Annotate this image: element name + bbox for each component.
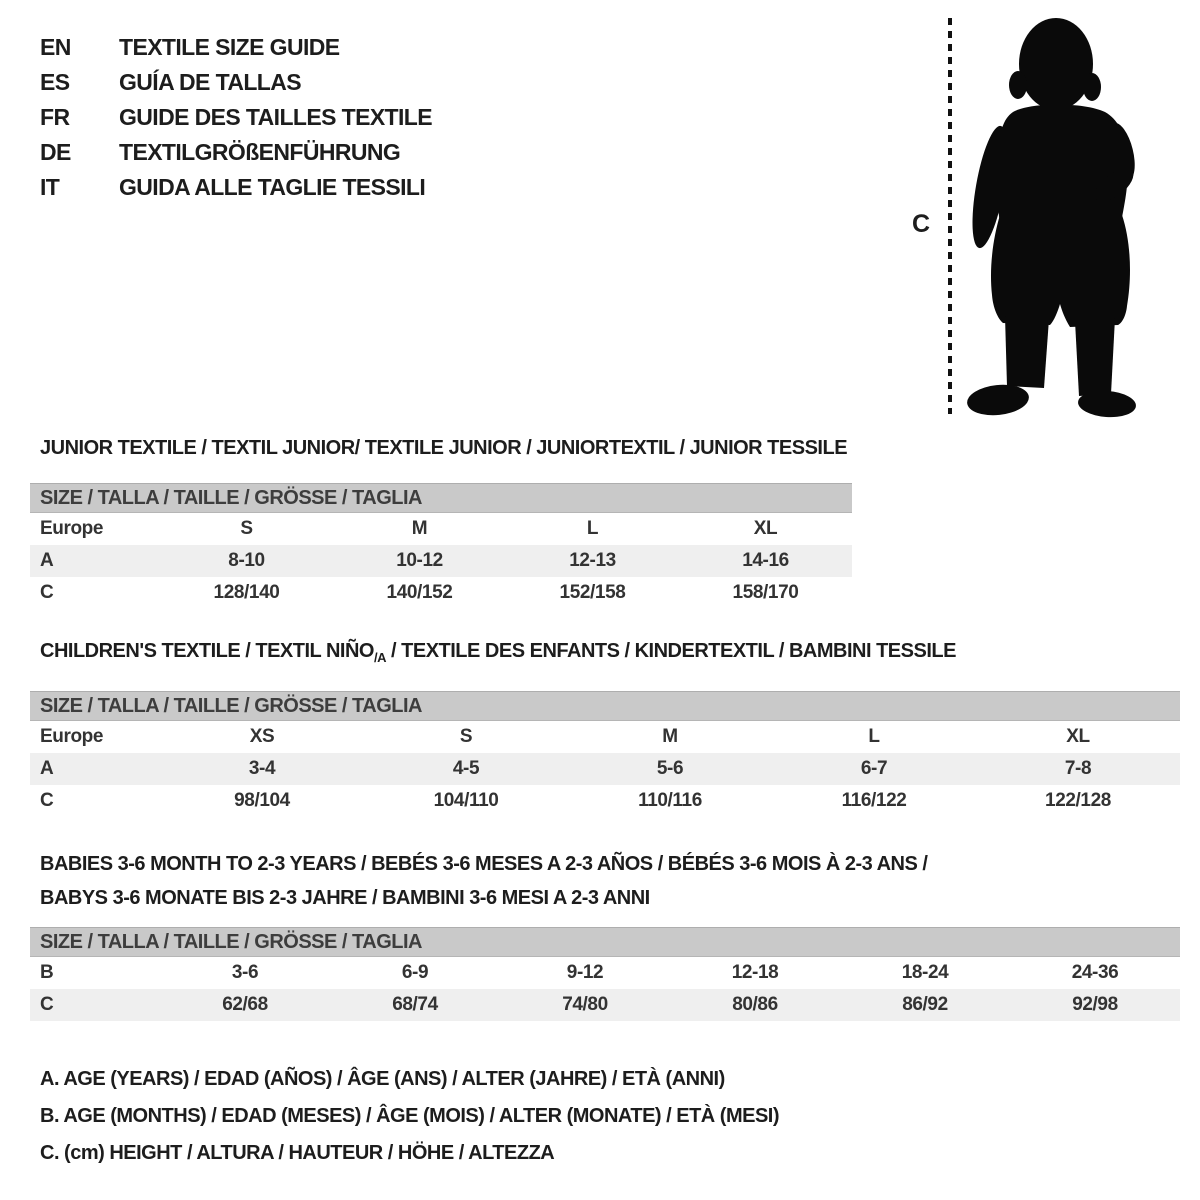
children-section-heading [40, 640, 956, 665]
table-cell: 104/110 [433, 790, 499, 811]
table-cell: 80/86 [732, 994, 778, 1015]
size-header-bar: SIZE / TALLA / TAILLE / GRÖSSE / TAGLIA [30, 927, 1180, 957]
children-heading-main: CHILDREN'S TEXTILE / TEXTIL NIÑO [40, 640, 374, 662]
table-cell: 8-10 [228, 550, 265, 571]
babies-size-table [30, 927, 1180, 1021]
language-label: GUÍA DE TALLAS [119, 69, 301, 95]
table-cell: 24-36 [1071, 962, 1119, 983]
table-cell: 3-6 [231, 962, 259, 983]
table-cell: 10-12 [396, 550, 443, 571]
babies-section-heading [40, 847, 927, 915]
table-cell: XL [753, 518, 778, 539]
table-cell: 74/80 [562, 994, 608, 1015]
table-cell: 152/158 [559, 582, 626, 603]
children-heading-sub: /A [373, 650, 386, 665]
table-cell: L [868, 726, 880, 747]
table-cell: 6-7 [860, 758, 888, 779]
table-cell: 6-9 [401, 962, 429, 983]
table-cell: 7-8 [1064, 758, 1092, 779]
table-cell: S [459, 726, 473, 747]
language-label: TEXTILGRÖßENFÜHRUNG [119, 139, 401, 165]
table-cell: XL [1066, 726, 1090, 747]
height-measure-label: C [912, 210, 931, 238]
legend-line-b: B. AGE (MONTHS) / EDAD (MESES) / ÂGE (MOIS) / ALTER (MONATE) / ETÀ (MESI) [40, 1105, 780, 1127]
row-label: A [40, 758, 54, 779]
language-label: GUIDE DES TAILLES TEXTILE [119, 104, 432, 130]
children-size-table [30, 691, 1180, 817]
baby-silhouette-icon [965, 18, 1139, 419]
table-cell: 5-6 [656, 758, 684, 779]
row-label: A [40, 550, 54, 571]
language-row-de [40, 135, 432, 170]
legend-line-c: C. (cm) HEIGHT / ALTURA / HAUTEUR / HÖHE / ALTEZZA [40, 1142, 555, 1164]
language-list [40, 30, 432, 205]
language-row-fr [40, 100, 432, 135]
row-label: C [40, 790, 54, 811]
table-cell: 122/128 [1045, 790, 1111, 811]
junior-row-a [30, 545, 852, 577]
children-row-europe [30, 721, 1180, 753]
table-cell: 18-24 [901, 962, 949, 983]
table-cell: 92/98 [1072, 994, 1118, 1015]
table-cell: 4-5 [452, 758, 480, 779]
table-cell: 158/170 [732, 582, 799, 603]
language-label: TEXTILE SIZE GUIDE [119, 34, 340, 60]
babies-heading-line2: BABYS 3-6 MONATE BIS 2-3 JAHRE / BAMBINI 3-6 MESI A 2-3 ANNI [40, 887, 650, 909]
baby-figure-svg [900, 0, 1200, 430]
table-cell: XS [249, 726, 275, 747]
row-label: B [40, 962, 54, 983]
junior-row-c [30, 577, 852, 609]
table-cell: M [411, 518, 428, 539]
table-cell: 14-16 [742, 550, 789, 571]
row-label: C [40, 994, 54, 1015]
language-code: FR [40, 104, 70, 130]
table-cell: 9-12 [566, 962, 604, 983]
table-cell: 98/104 [234, 790, 290, 811]
language-row-en [40, 30, 432, 65]
table-cell: S [240, 518, 253, 539]
table-cell: M [662, 726, 678, 747]
language-code: ES [40, 69, 70, 95]
table-cell: 3-4 [248, 758, 276, 779]
legend-line-a: A. AGE (YEARS) / EDAD (AÑOS) / ÂGE (ANS) / ALTER (JAHRE) / ETÀ (ANNI) [40, 1068, 725, 1090]
size-header-bar: SIZE / TALLA / TAILLE / GRÖSSE / TAGLIA [30, 691, 1180, 721]
measure-legend [40, 1068, 779, 1179]
children-heading-rest: / TEXTILE DES ENFANTS / KINDERTEXTIL / BAMBINI TESSILE [385, 640, 956, 662]
junior-section-heading: JUNIOR TEXTILE / TEXTIL JUNIOR/ TEXTILE JUNIOR / JUNIORTEXTIL / JUNIOR TESSILE [40, 437, 848, 459]
language-row-es [40, 65, 432, 100]
row-label: Europe [40, 518, 104, 539]
baby-figure [900, 0, 1200, 430]
children-row-a [30, 753, 1180, 785]
babies-row-b [30, 957, 1180, 989]
table-cell: 68/74 [392, 994, 438, 1015]
table-cell: 110/116 [638, 790, 702, 811]
junior-row-europe [30, 513, 852, 545]
language-label: GUIDA ALLE TAGLIE TESSILI [119, 174, 426, 200]
table-cell: 128/140 [213, 582, 280, 603]
children-row-c [30, 785, 1180, 817]
babies-row-c [30, 989, 1180, 1021]
babies-heading-line1: BABIES 3-6 MONTH TO 2-3 YEARS / BEBÉS 3-6 MESES A 2-3 AÑOS / BÉBÉS 3-6 MOIS À 2-3 ANS / [40, 853, 928, 875]
row-label: C [40, 582, 54, 603]
table-cell: 140/152 [386, 582, 453, 603]
table-cell: 62/68 [222, 994, 268, 1015]
junior-size-table [30, 483, 852, 609]
table-cell: 12-13 [569, 550, 616, 571]
size-header-bar: SIZE / TALLA / TAILLE / GRÖSSE / TAGLIA [30, 483, 852, 513]
table-cell: 116/122 [841, 790, 907, 811]
language-row-it [40, 170, 432, 205]
language-code: EN [40, 34, 71, 60]
table-cell: 86/92 [902, 994, 948, 1015]
table-cell: 12-18 [731, 962, 779, 983]
row-label: Europe [40, 726, 104, 747]
language-code: IT [40, 174, 60, 200]
table-cell: L [586, 518, 599, 539]
language-code: DE [40, 139, 71, 165]
